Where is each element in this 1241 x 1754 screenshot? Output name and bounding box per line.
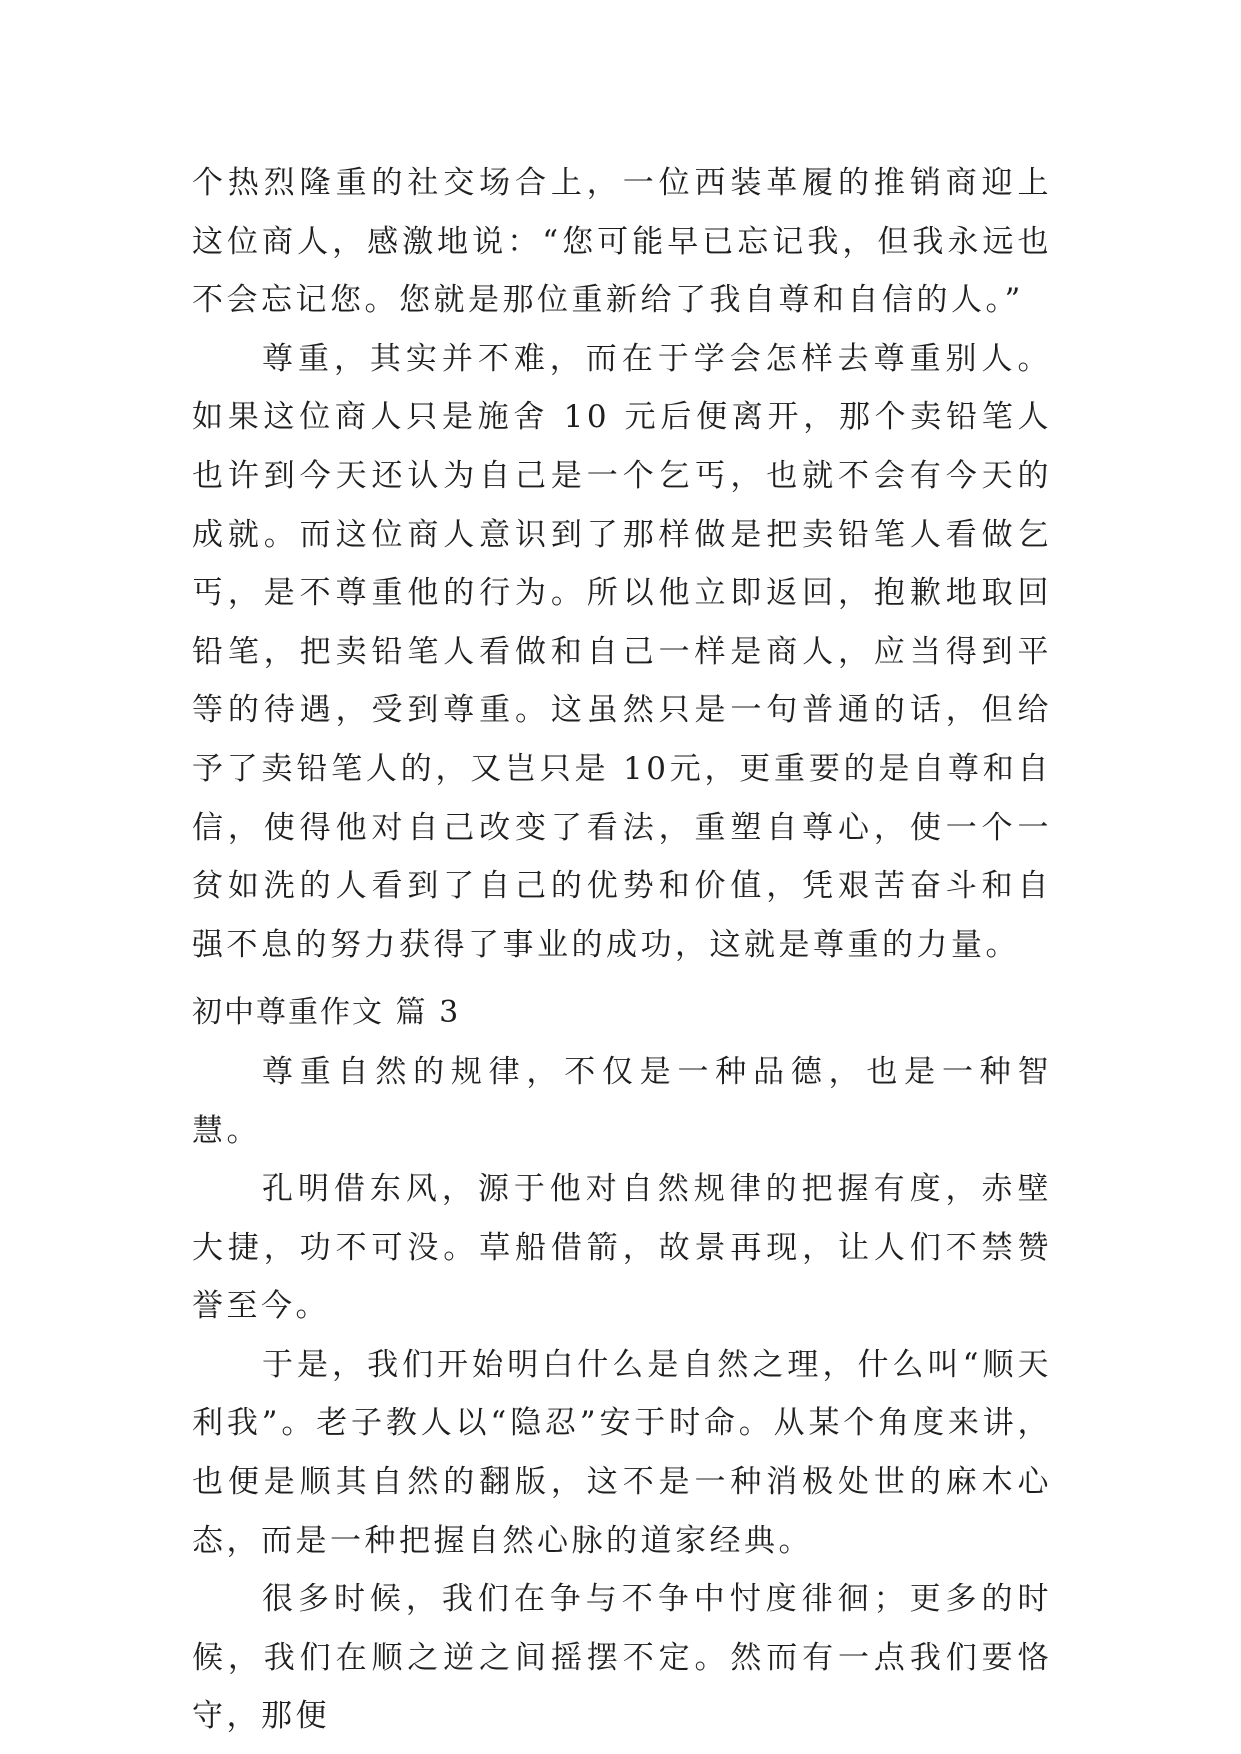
paragraph-hesitation: 很多时候，我们在争与不争中忖度徘徊；更多的时候，我们在顺之逆之间摇摆不定。然而有一点我们要恪守，那便 (192, 1581, 1052, 1735)
section-heading: 初中尊重作文 篇 3 (192, 995, 461, 1031)
paragraph-kongming: 孔明借东风，源于他对自然规律的把握有度，赤壁大捷，功不可没。草船借箭，故景再现，让人们不禁赞誉至今。 (192, 1171, 1052, 1325)
paragraph-social-occasion: 个热烈隆重的社交场合上，一位西装革履的推销商迎上这位商人，感激地说：“您可能早已忘记我，但我永远也不会忘记您。您就是那位重新给了我自尊和自信的人。” (192, 165, 1052, 319)
paragraph-respect-nature: 尊重自然的规律，不仅是一种品德，也是一种智慧。 (192, 1053, 1052, 1149)
paragraph-power-of-respect: 尊重，其实并不难，而在于学会怎样去尊重别人。如果这位商人只是施舍 10 元后便离开，那个卖铅笔人也许到今天还认为自己是一个乞丐，也就不会有今天的成就。而这位商人意识到了那样做是把卖铅笔人看做乞丐，是不尊重他的行为。所以他立即返回，抱歉地取回铅笔，把卖铅笔人看做和自己一样是商人，应当得到平等的待遇，受到尊重。这虽然只是一句普通的话，但给予了卖铅笔人的，又岂只是 10元，更重要的是自尊和自信，使得他对自己改变了看法，重塑自尊心，使一个一贫如洗的人看到了自己的优势和价值，凭艰苦奋斗和自强不息的努力获得了事业的成功，这就是尊重的力量。 (192, 340, 1052, 963)
paragraph-natural-order: 于是，我们开始明白什么是自然之理，什么叫“顺天利我”。老子教人以“隐忍”安于时命。从某个角度来讲，也便是顺其自然的翻版，这不是一种消极处世的麻木心态，而是一种把握自然心脉的道家经典。 (192, 1346, 1052, 1559)
document-body (192, 154, 1052, 1746)
